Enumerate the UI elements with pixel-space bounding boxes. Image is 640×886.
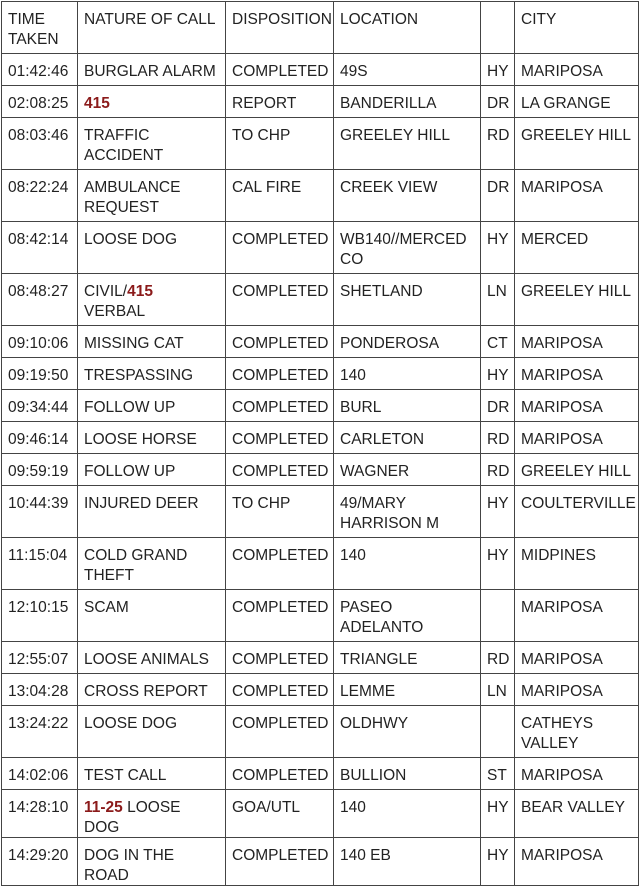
header-city: CITY	[515, 2, 639, 54]
nature-text: FOLLOW UP	[84, 399, 176, 416]
time-cell: 14:29:20	[2, 838, 78, 886]
table-row	[2, 590, 639, 642]
suffix-cell	[481, 590, 515, 642]
nature-text: AMBULANCE REQUEST	[84, 179, 181, 216]
location-cell: GREELEY HILL	[334, 118, 481, 170]
nature-cell	[78, 642, 226, 674]
disposition-cell: COMPLETED	[226, 390, 334, 422]
nature-cell	[78, 454, 226, 486]
table-row	[2, 390, 639, 422]
table-row	[2, 326, 639, 358]
nature-cell	[78, 674, 226, 706]
city-cell: GREELEY HILL	[515, 454, 639, 486]
city-cell: BEAR VALLEY	[515, 790, 639, 838]
location-cell: WAGNER	[334, 454, 481, 486]
table-row	[2, 706, 639, 758]
time-cell: 08:03:46	[2, 118, 78, 170]
location-cell: SHETLAND	[334, 274, 481, 326]
nature-text: BURGLAR ALARM	[84, 63, 216, 80]
table-row	[2, 422, 639, 454]
suffix-cell: RD	[481, 118, 515, 170]
call-log-table	[1, 1, 639, 886]
header-time: TIME TAKEN	[2, 2, 78, 54]
nature-cell	[78, 590, 226, 642]
disposition-cell: COMPLETED	[226, 706, 334, 758]
header-location: LOCATION	[334, 2, 481, 54]
city-cell: MARIPOSA	[515, 358, 639, 390]
suffix-cell: HY	[481, 790, 515, 838]
nature-cell	[78, 838, 226, 886]
nature-cell	[78, 486, 226, 538]
nature-cell	[78, 86, 226, 118]
time-cell: 02:08:25	[2, 86, 78, 118]
city-cell: MARIPOSA	[515, 170, 639, 222]
nature-text: LOOSE DOG	[84, 231, 178, 248]
time-cell: 08:48:27	[2, 274, 78, 326]
header-suffix	[481, 2, 515, 54]
time-cell: 10:44:39	[2, 486, 78, 538]
city-cell: MARIPOSA	[515, 422, 639, 454]
city-cell: MARIPOSA	[515, 674, 639, 706]
header-row	[2, 2, 639, 54]
table-row	[2, 538, 639, 590]
disposition-cell: GOA/UTL	[226, 790, 334, 838]
nature-cell	[78, 274, 226, 326]
time-cell: 11:15:04	[2, 538, 78, 590]
nature-cell	[78, 538, 226, 590]
table-row	[2, 274, 639, 326]
nature-cell	[78, 790, 226, 838]
time-cell: 09:46:14	[2, 422, 78, 454]
nature-prefix: CIVIL/	[84, 283, 128, 300]
table-row	[2, 642, 639, 674]
nature-text: FOLLOW UP	[84, 463, 176, 480]
suffix-cell: RD	[481, 454, 515, 486]
disposition-cell: TO CHP	[226, 118, 334, 170]
city-cell: MARIPOSA	[515, 590, 639, 642]
disposition-cell: COMPLETED	[226, 838, 334, 886]
nature-text: COLD GRAND THEFT	[84, 547, 188, 584]
nature-text: TRESPASSING	[84, 367, 194, 384]
nature-cell	[78, 358, 226, 390]
nature-cell	[78, 706, 226, 758]
header-disposition: DISPOSITION	[226, 2, 334, 54]
city-cell: GREELEY HILL	[515, 274, 639, 326]
table-row	[2, 222, 639, 274]
nature-text: MISSING CAT	[84, 335, 184, 352]
disposition-cell: COMPLETED	[226, 54, 334, 86]
time-cell: 09:59:19	[2, 454, 78, 486]
time-cell: 09:10:06	[2, 326, 78, 358]
disposition-cell: COMPLETED	[226, 326, 334, 358]
suffix-cell: DR	[481, 86, 515, 118]
location-cell: LEMME	[334, 674, 481, 706]
city-cell: MARIPOSA	[515, 758, 639, 790]
city-cell: MERCED	[515, 222, 639, 274]
location-cell: OLDHWY	[334, 706, 481, 758]
location-cell: BULLION	[334, 758, 481, 790]
disposition-cell: COMPLETED	[226, 454, 334, 486]
disposition-cell: TO CHP	[226, 486, 334, 538]
time-cell: 08:42:14	[2, 222, 78, 274]
suffix-cell: LN	[481, 274, 515, 326]
location-cell: 49S	[334, 54, 481, 86]
city-cell: GREELEY HILL	[515, 118, 639, 170]
time-cell: 12:10:15	[2, 590, 78, 642]
disposition-cell: COMPLETED	[226, 538, 334, 590]
time-cell: 14:02:06	[2, 758, 78, 790]
header-nature: NATURE OF CALL	[78, 2, 226, 54]
location-cell: WB140//MERCED CO	[334, 222, 481, 274]
nature-text: VERBAL	[84, 302, 146, 320]
time-cell: 01:42:46	[2, 54, 78, 86]
call-code: 11-25	[84, 799, 123, 816]
disposition-cell: CAL FIRE	[226, 170, 334, 222]
suffix-cell: CT	[481, 326, 515, 358]
table-row	[2, 758, 639, 790]
nature-cell	[78, 758, 226, 790]
nature-text: DOG IN THE ROAD	[84, 847, 175, 884]
table-row	[2, 790, 639, 838]
suffix-cell	[481, 706, 515, 758]
table-row	[2, 454, 639, 486]
location-cell: PASEO ADELANTO	[334, 590, 481, 642]
suffix-cell: DR	[481, 170, 515, 222]
disposition-cell: COMPLETED	[226, 274, 334, 326]
time-cell: 08:22:24	[2, 170, 78, 222]
suffix-cell: RD	[481, 642, 515, 674]
location-cell: 140	[334, 538, 481, 590]
nature-cell	[78, 390, 226, 422]
city-cell: CATHEYS VALLEY	[515, 706, 639, 758]
time-cell: 09:19:50	[2, 358, 78, 390]
suffix-cell: HY	[481, 838, 515, 886]
nature-text: CROSS REPORT	[84, 683, 208, 700]
city-cell: MIDPINES	[515, 538, 639, 590]
nature-text: LOOSE ANIMALS	[84, 651, 209, 668]
city-cell: COULTERVILLE	[515, 486, 639, 538]
disposition-cell: COMPLETED	[226, 358, 334, 390]
location-cell: BURL	[334, 390, 481, 422]
location-cell: CREEK VIEW	[334, 170, 481, 222]
location-cell: 140	[334, 790, 481, 838]
suffix-cell: HY	[481, 222, 515, 274]
time-cell: 09:34:44	[2, 390, 78, 422]
time-cell: 13:24:22	[2, 706, 78, 758]
location-cell: BANDERILLA	[334, 86, 481, 118]
nature-cell	[78, 422, 226, 454]
nature-text: INJURED DEER	[84, 495, 199, 512]
table-row	[2, 170, 639, 222]
location-cell: 49/MARY HARRISON M	[334, 486, 481, 538]
nature-cell	[78, 54, 226, 86]
location-cell: 140	[334, 358, 481, 390]
table-row	[2, 54, 639, 86]
disposition-cell: COMPLETED	[226, 642, 334, 674]
suffix-cell: DR	[481, 390, 515, 422]
disposition-cell: REPORT	[226, 86, 334, 118]
nature-text: LOOSE DOG	[84, 799, 181, 836]
disposition-cell: COMPLETED	[226, 674, 334, 706]
nature-text: TRAFFIC ACCIDENT	[84, 127, 164, 164]
time-cell: 13:04:28	[2, 674, 78, 706]
nature-text: SCAM	[84, 599, 129, 616]
suffix-cell: HY	[481, 358, 515, 390]
location-cell: CARLETON	[334, 422, 481, 454]
disposition-cell: COMPLETED	[226, 758, 334, 790]
suffix-cell: ST	[481, 758, 515, 790]
suffix-cell: HY	[481, 54, 515, 86]
city-cell: MARIPOSA	[515, 326, 639, 358]
suffix-cell: LN	[481, 674, 515, 706]
suffix-cell: HY	[481, 486, 515, 538]
table-row	[2, 838, 639, 886]
disposition-cell: COMPLETED	[226, 422, 334, 454]
city-cell: MARIPOSA	[515, 390, 639, 422]
call-code: 415	[84, 95, 110, 112]
city-cell: MARIPOSA	[515, 642, 639, 674]
city-cell: MARIPOSA	[515, 838, 639, 886]
nature-text: LOOSE HORSE	[84, 431, 197, 448]
table-row	[2, 358, 639, 390]
time-cell: 12:55:07	[2, 642, 78, 674]
nature-cell	[78, 118, 226, 170]
table-row	[2, 674, 639, 706]
suffix-cell: HY	[481, 538, 515, 590]
call-code: 415	[127, 283, 153, 300]
city-cell: MARIPOSA	[515, 54, 639, 86]
nature-cell	[78, 170, 226, 222]
suffix-cell: RD	[481, 422, 515, 454]
disposition-cell: COMPLETED	[226, 222, 334, 274]
disposition-cell: COMPLETED	[226, 590, 334, 642]
location-cell: TRIANGLE	[334, 642, 481, 674]
location-cell: 140 EB	[334, 838, 481, 886]
table-row	[2, 118, 639, 170]
nature-cell	[78, 222, 226, 274]
table-row	[2, 486, 639, 538]
location-cell: PONDEROSA	[334, 326, 481, 358]
time-cell: 14:28:10	[2, 790, 78, 838]
nature-text: LOOSE DOG	[84, 715, 178, 732]
nature-text: TEST CALL	[84, 767, 167, 784]
nature-cell	[78, 326, 226, 358]
city-cell: LA GRANGE	[515, 86, 639, 118]
table-row	[2, 86, 639, 118]
